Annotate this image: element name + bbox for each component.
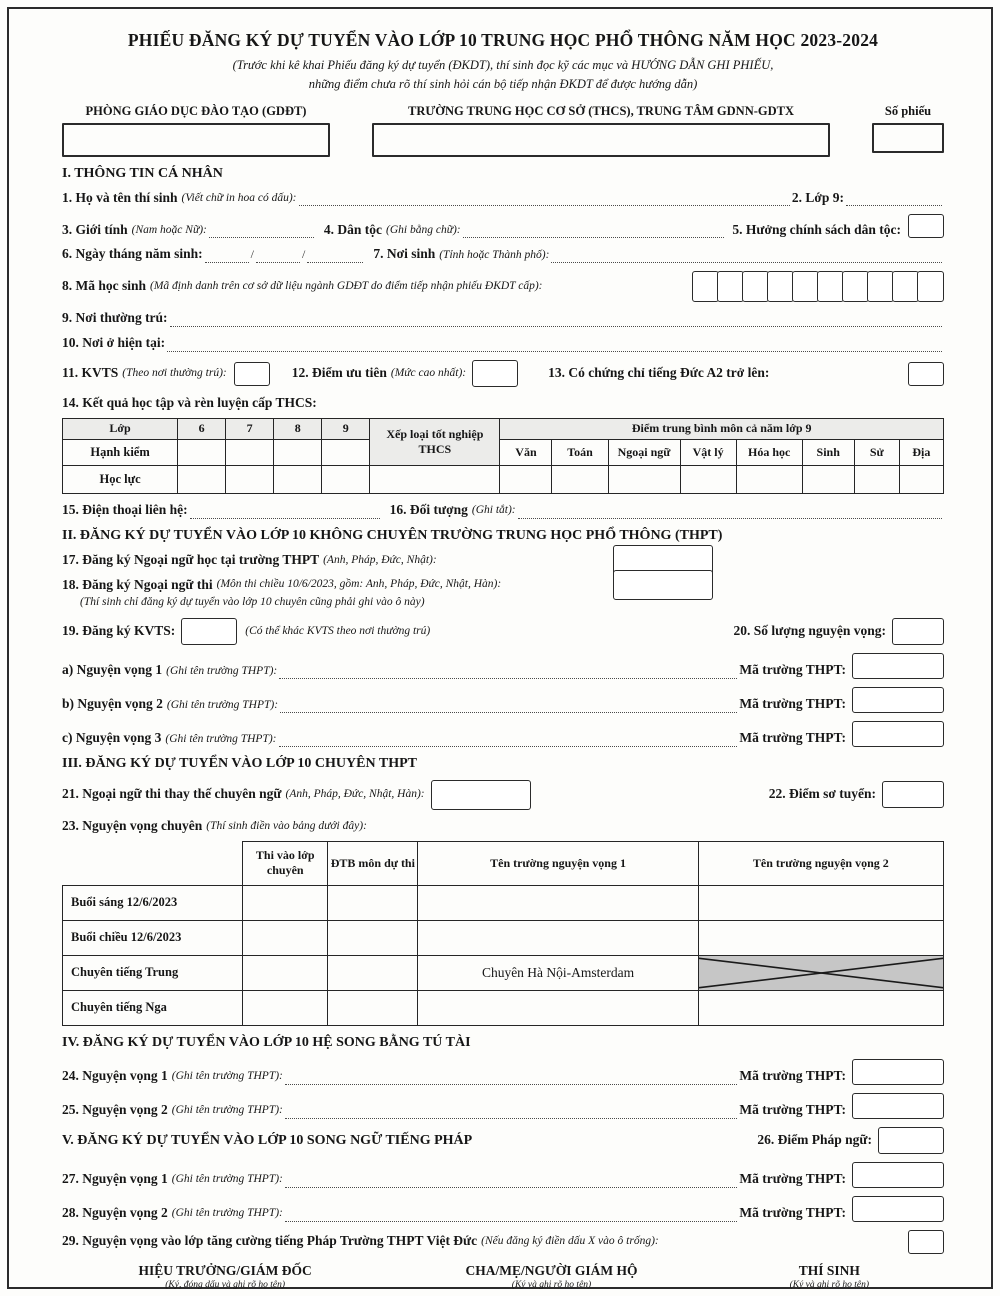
t14-header-grade7: 7 (226, 418, 274, 439)
t14-subject-dia: Địa (899, 439, 943, 465)
nguyen-vong-chuyen-hint: (Thí sinh điền vào bảng dưới đây): (206, 820, 367, 833)
sb-nguyen-vong-1-hint: (Ghi tên trường THPT): (171, 1070, 283, 1083)
ngoai-ngu-hoc-label: 17. Đăng ký Ngoại ngữ học tại trường THPT (62, 551, 320, 567)
t14-cell-empty[interactable] (226, 465, 274, 493)
signature-thi-sinh-note: (Ký và ghi rõ họ tên) (789, 1279, 870, 1290)
t14-cell-empty[interactable] (274, 465, 322, 493)
field-ket-qua-line (62, 395, 944, 412)
t23-rowlabel-buoi-sang: Buổi sáng 12/6/2023 (63, 885, 243, 920)
gioi-tinh-label: 3. Giới tính (62, 221, 128, 237)
kvts-label: 11. KVTS (62, 365, 119, 381)
form-subtitle-line1: (Trước khi kê khai Phiếu đăng ký dự tuyển (ĐKDT), thí sinh đọc kỹ các mục và HƯỚNG DẪN GHI PHIẾU, (232, 58, 774, 72)
nguyen-vong-2-label: b) Nguyện vọng 2 (62, 696, 163, 711)
diem-phap-ngu-box[interactable] (878, 1127, 944, 1154)
chinh-sach-checkbox[interactable] (908, 214, 944, 238)
field-ho-ten-line (62, 190, 944, 207)
ma-hoc-sinh-cell[interactable] (817, 271, 844, 302)
t14-row-hanh-kiem: Hạnh kiểm (63, 439, 178, 465)
doi-tuong-hint: (Ghi tắt): (471, 504, 516, 517)
form-subtitle-line2: những điểm chưa rõ thí sinh hỏi cán bộ tiếp nhận ĐKDT để được hướng dẫn) (308, 76, 698, 91)
sb-nguyen-vong-2-input-line[interactable] (285, 1104, 738, 1119)
crossed-out-x-icon (699, 956, 943, 990)
phap-nguyen-vong-2-input-line[interactable] (285, 1207, 738, 1222)
t23-cell-nv2[interactable] (698, 920, 943, 955)
kvts-checkbox[interactable] (234, 362, 270, 386)
field-17-line (62, 552, 944, 569)
t23-header-nv2: Tên trường nguyện vọng 2 (698, 841, 943, 885)
phap-nguyen-vong-1-hint: (Ghi tên trường THPT): (171, 1173, 283, 1186)
t14-header-grade8: 8 (274, 418, 322, 439)
t23-corner-blank (63, 841, 243, 885)
ma-hoc-sinh-label: 8. Mã học sinh (62, 278, 147, 294)
t14-cell-empty[interactable] (899, 465, 943, 493)
nam-input-line[interactable] (307, 248, 363, 263)
form-subtitle (62, 56, 944, 94)
field-21-22-line (62, 780, 944, 810)
phap-ma-truong-2-box[interactable] (852, 1196, 944, 1222)
sb-nguyen-vong-2-hint: (Ghi tên trường THPT): (171, 1104, 283, 1117)
chuyen-ngu-label: 21. Ngoại ngữ thi thay thế chuyên ngữ (62, 786, 282, 802)
gddt-input-box[interactable] (62, 123, 330, 157)
diem-uu-tien-hint: (Mức cao nhất): (390, 366, 467, 379)
noi-sinh-hint: (Tỉnh hoặc Thành phố): (439, 248, 550, 261)
dien-thoai-input-line[interactable] (190, 504, 380, 519)
signature-hieu-truong-note: (Ký, đóng dấu và ghi rõ họ tên) (165, 1279, 286, 1290)
nguyen-vong-3-line (62, 721, 944, 747)
ma-truong-label: Mã trường THPT: (739, 1101, 846, 1117)
ngay-input-line[interactable] (205, 248, 249, 263)
ma-truong-1-box[interactable] (852, 653, 944, 679)
ngoai-ngu-hoc-hint: (Anh, Pháp, Đức, Nhật): (323, 553, 437, 566)
signature-cha-me (388, 1263, 714, 1290)
ma-truong-3-box[interactable] (852, 721, 944, 747)
ma-hoc-sinh-cell[interactable] (842, 271, 869, 302)
t14-cell-empty[interactable] (736, 465, 802, 493)
sb-nguyen-vong-2-label: 25. Nguyện vọng 2 (62, 1101, 168, 1117)
chuyen-ngu-hint: (Anh, Pháp, Đức, Nhật, Hàn): (285, 788, 425, 801)
signature-row (62, 1263, 944, 1290)
nguyen-vong-1-label: a) Nguyện vọng 1 (62, 662, 163, 677)
field-hien-tai-line (62, 335, 944, 352)
noi-sinh-label: 7. Nơi sinh (373, 246, 436, 262)
field-29-line (62, 1230, 944, 1254)
t23-row-tieng-nga (63, 990, 944, 1025)
chung-chi-duc-label: 13. Có chứng chỉ tiếng Đức A2 trở lên: (548, 365, 770, 381)
signature-hieu-truong-title: HIỆU TRƯỞNG/GIÁM ĐỐC (138, 1262, 312, 1278)
t14-cell-empty[interactable] (370, 465, 500, 493)
t23-cell-nv1[interactable] (418, 920, 698, 955)
t14-subject-ngoai-ngu: Ngoại ngữ (608, 439, 680, 465)
t14-cell-empty[interactable] (178, 465, 226, 493)
t14-cell-empty[interactable] (322, 465, 370, 493)
section5-heading-line (62, 1127, 944, 1154)
signature-cha-me-note: (Ký và ghi rõ họ tên) (511, 1279, 592, 1290)
sb-ma-truong-1-box[interactable] (852, 1059, 944, 1085)
thuong-tru-label: 9. Nơi thường trú: (62, 310, 168, 326)
t14-cell-empty[interactable] (322, 439, 370, 465)
ma-truong-label: Mã trường THPT: (739, 696, 846, 711)
ma-hoc-sinh-cell[interactable] (917, 271, 944, 302)
nguyen-vong-1-line (62, 653, 944, 679)
t23-cell-nv1-school-name[interactable]: Chuyên Hà Nội-Amsterdam (418, 955, 698, 990)
section5-heading: V. ĐĂNG KÝ DỰ TUYỂN VÀO LỚP 10 SONG NGỮ TIẾNG PHÁP (62, 1132, 473, 1148)
gioi-tinh-hint: (Nam hoặc Nữ): (131, 224, 207, 236)
t23-header-dtb: ĐTB môn dự thi (328, 841, 418, 885)
t14-cell-empty[interactable] (854, 465, 899, 493)
chung-chi-duc-checkbox[interactable] (908, 362, 944, 386)
dien-thoai-label: 15. Điện thoại liên hệ: (62, 501, 188, 517)
ho-ten-input-line[interactable] (299, 191, 790, 206)
signature-cha-me-title: CHA/MẸ/NGƯỜI GIÁM HỘ (465, 1262, 638, 1278)
gddt-label: PHÒNG GIÁO DỤC ĐÀO TẠO (GDĐT) (85, 103, 307, 118)
section2-heading: II. ĐĂNG KÝ DỰ TUYỂN VÀO LỚP 10 KHÔNG CHUYÊN TRƯỜNG TRUNG HỌC PHỔ THÔNG (THPT) (62, 527, 723, 543)
t23-rowlabel-tieng-nga: Chuyên tiếng Nga (63, 990, 243, 1025)
ma-hoc-sinh-cell[interactable] (892, 271, 919, 302)
field-23-line (62, 818, 944, 835)
tang-cuong-phap-label: 29. Nguyện vọng vào lớp tăng cường tiếng Pháp Trường THPT Việt Đức (62, 1233, 478, 1249)
t23-header-thi-vao: Thi vào lớp chuyên (243, 841, 328, 885)
t14-subject-toan: Toán (552, 439, 608, 465)
diem-uu-tien-label: 12. Điểm ưu tiên (291, 365, 387, 381)
tang-cuong-phap-checkbox[interactable] (908, 1230, 944, 1254)
t23-cell-empty[interactable] (328, 885, 418, 920)
t14-subject-vat-ly: Vật lý (680, 439, 736, 465)
nguyen-vong-3-label: c) Nguyện vọng 3 (62, 730, 162, 745)
date-separator: / (250, 247, 254, 262)
nguyen-vong-3-hint: (Ghi tên trường THPT): (165, 732, 277, 745)
so-phieu-label: Số phiếu (884, 103, 932, 118)
t23-header-nv1: Tên trường nguyện vọng 1 (418, 841, 698, 885)
chinh-sach-label: 5. Hưởng chính sách dân tộc: (732, 221, 901, 237)
thang-input-line[interactable] (256, 248, 300, 263)
t23-cell-empty[interactable] (328, 990, 418, 1025)
sb-nguyen-vong-1-label: 24. Nguyện vọng 1 (62, 1067, 168, 1083)
phap-nguyen-vong-2-label: 28. Nguyện vọng 2 (62, 1204, 168, 1220)
ma-hoc-sinh-cells[interactable] (694, 271, 944, 302)
t23-cell-empty[interactable] (328, 920, 418, 955)
ket-qua-label: 14. Kết quả học tập và rèn luyện cấp THCS: (62, 395, 317, 410)
ngay-sinh-label: 6. Ngày tháng năm sinh: (62, 246, 203, 262)
field-dien-thoai-line (62, 502, 944, 519)
t14-cell-empty[interactable] (802, 465, 854, 493)
ho-ten-hint: (Viết chữ in hoa có dấu): (181, 192, 297, 204)
field-18-note-line (62, 595, 944, 610)
field-24-line (62, 1059, 944, 1085)
noi-sinh-input-line[interactable] (551, 248, 942, 263)
t14-header-diem-tb: Điểm trung bình môn cả năm lớp 9 (500, 418, 944, 439)
ngoai-ngu-thi-label: 18. Đăng ký Ngoại ngữ thi (62, 576, 213, 592)
t23-cell-empty[interactable] (243, 955, 328, 990)
ma-hoc-sinh-cell[interactable] (867, 271, 894, 302)
field-18-line (62, 577, 944, 594)
thcs-input-box[interactable] (372, 123, 830, 157)
t23-rowlabel-tieng-trung: Chuyên tiếng Trung (63, 955, 243, 990)
t23-row-tieng-trung (63, 955, 944, 990)
t14-row-hoc-luc: Học lực (63, 465, 178, 493)
doi-tuong-label: 16. Đối tượng (389, 501, 468, 517)
t14-subject-sinh: Sinh (802, 439, 854, 465)
lop9-label: 2. Lớp 9: (791, 189, 844, 205)
ngoai-ngu-thi-hint: (Môn thi chiều 10/6/2023, gồm: Anh, Pháp, Đức, Nhật, Hàn): (216, 578, 502, 591)
ma-hoc-sinh-cell[interactable] (792, 271, 819, 302)
lop9-input-line[interactable] (846, 191, 942, 206)
ma-hoc-sinh-cell[interactable] (767, 271, 794, 302)
t14-cell-empty[interactable] (608, 465, 680, 493)
t14-cell-empty[interactable] (274, 439, 322, 465)
t23-cell-nv2-crossed-out (698, 955, 943, 990)
ma-truong-2-box[interactable] (852, 687, 944, 713)
ma-truong-label: Mã trường THPT: (739, 1067, 846, 1083)
t14-header-lop: Lớp (63, 418, 178, 439)
field-ma-hoc-sinh-line (62, 271, 944, 302)
field-ngay-sinh-line (62, 246, 944, 263)
signature-thi-sinh-title: THÍ SINH (798, 1262, 860, 1278)
date-separator: / (302, 247, 306, 262)
field-25-line (62, 1093, 944, 1119)
field-thuong-tru-line (62, 310, 944, 327)
phap-nguyen-vong-1-label: 27. Nguyện vọng 1 (62, 1170, 168, 1186)
nguyen-vong-chuyen-table (62, 841, 944, 1026)
field-gioi-tinh-line (62, 214, 944, 238)
nguyen-vong-2-hint: (Ghi tên trường THPT): (166, 698, 279, 711)
section1-heading: I. THÔNG TIN CÁ NHÂN (62, 165, 223, 181)
section4-heading: IV. ĐĂNG KÝ DỰ TUYỂN VÀO LỚP 10 HỆ SONG BẰNG TÚ TÀI (62, 1034, 471, 1050)
nguyen-vong-1-hint: (Ghi tên trường THPT): (166, 664, 278, 677)
ma-hoc-sinh-hint: (Mã định danh trên cơ sở dữ liệu ngành GDĐT do điểm tiếp nhận phiếu ĐKDT cấp): (150, 280, 543, 293)
hien-tai-label: 10. Nơi ở hiện tại: (62, 335, 166, 351)
t23-cell-nv1[interactable] (418, 990, 698, 1025)
t14-subject-su: Sử (854, 439, 899, 465)
ma-hoc-sinh-cell[interactable] (717, 271, 744, 302)
dang-ky-kvts-hint: (Có thể khác KVTS theo nơi thường trú) (245, 624, 431, 637)
ma-truong-label: Mã trường THPT: (739, 730, 846, 745)
t14-cell-empty[interactable] (552, 465, 608, 493)
field-28-line (62, 1196, 944, 1222)
t23-row-buoi-sang (63, 885, 944, 920)
so-luong-nv-label: 20. Số lượng nguyện vọng: (733, 622, 886, 638)
t14-subject-hoa-hoc: Hóa học (736, 439, 802, 465)
hoc-tap-table (62, 418, 944, 494)
form-title: PHIẾU ĐĂNG KÝ DỰ TUYỂN VÀO LỚP 10 TRUNG HỌC PHỔ THÔNG NĂM HỌC 2023-2024 (127, 30, 879, 50)
field-27-line (62, 1162, 944, 1188)
t14-subject-van: Văn (500, 439, 552, 465)
phap-nguyen-vong-2-hint: (Ghi tên trường THPT): (171, 1207, 283, 1220)
t23-cell-empty[interactable] (243, 885, 328, 920)
hien-tai-input-line[interactable] (167, 337, 942, 352)
phap-ma-truong-1-box[interactable] (852, 1162, 944, 1188)
t14-cell-empty[interactable] (178, 439, 226, 465)
dan-toc-label: 4. Dân tộc (323, 221, 383, 237)
t14-cell-empty[interactable] (680, 465, 736, 493)
sb-ma-truong-2-box[interactable] (852, 1093, 944, 1119)
dan-toc-hint: (Ghi bằng chữ): (386, 224, 461, 236)
gioi-tinh-input-line[interactable] (209, 223, 314, 238)
t23-cell-nv2[interactable] (698, 990, 943, 1025)
thcs-label: TRƯỜNG TRUNG HỌC CƠ SỞ (THCS), TRUNG TÂM GDNN-GDTX (407, 103, 795, 118)
t23-row-buoi-chieu (63, 920, 944, 955)
t23-cell-nv1[interactable] (418, 885, 698, 920)
dan-toc-input-line[interactable] (463, 223, 725, 238)
t23-cell-empty[interactable] (328, 955, 418, 990)
signature-hieu-truong (62, 1263, 388, 1290)
ngoai-ngu-thi-note: (Thí sinh chỉ đăng ký dự tuyển vào lớp 10 chuyên cũng phải ghi vào ô này) (80, 595, 425, 608)
tang-cuong-phap-hint: (Nếu đăng ký điền dấu X vào ô trống): (481, 1235, 659, 1248)
nguyen-vong-3-input-line[interactable] (279, 732, 738, 747)
doi-tuong-input-line[interactable] (518, 504, 942, 519)
ma-truong-label: Mã trường THPT: (739, 1170, 846, 1186)
chuyen-ngu-box[interactable] (431, 780, 531, 810)
t14-header-grade9: 9 (322, 418, 370, 439)
nguyen-vong-2-input-line[interactable] (280, 698, 737, 713)
t14-cell-empty[interactable] (226, 439, 274, 465)
ma-truong-label: Mã trường THPT: (739, 662, 846, 677)
diem-so-tuyen-box[interactable] (882, 781, 944, 808)
ma-truong-label: Mã trường THPT: (739, 1204, 846, 1220)
t14-header-xep-loai: Xếp loại tốt nghiệp THCS (370, 418, 500, 465)
nguyen-vong-chuyen-label: 23. Nguyện vọng chuyên (62, 817, 203, 833)
dang-ky-kvts-box[interactable] (181, 618, 237, 645)
t23-cell-nv2[interactable] (698, 885, 943, 920)
ma-hoc-sinh-cell[interactable] (692, 271, 719, 302)
so-luong-nv-box[interactable] (892, 618, 944, 645)
nguyen-vong-1-input-line[interactable] (279, 664, 737, 679)
header-boxes (62, 104, 944, 157)
so-phieu-input-box[interactable] (872, 123, 944, 153)
dang-ky-kvts-label: 19. Đăng ký KVTS: (62, 622, 176, 638)
t14-cell-empty[interactable] (500, 465, 552, 493)
field-kvts-line (62, 360, 944, 387)
kvts-hint: (Theo nơi thường trú): (122, 366, 227, 379)
diem-so-tuyen-label: 22. Điểm sơ tuyển: (768, 786, 876, 802)
phap-nguyen-vong-1-input-line[interactable] (285, 1173, 738, 1188)
t14-header-grade6: 6 (178, 418, 226, 439)
section3-heading: III. ĐĂNG KÝ DỰ TUYỂN VÀO LỚP 10 CHUYÊN THPT (62, 755, 417, 771)
t23-cell-empty[interactable] (243, 990, 328, 1025)
diem-uu-tien-box[interactable] (472, 360, 518, 387)
field-19-20-line (62, 618, 944, 645)
t23-cell-empty[interactable] (243, 920, 328, 955)
t23-rowlabel-buoi-chieu: Buổi chiều 12/6/2023 (63, 920, 243, 955)
nguyen-vong-2-line (62, 687, 944, 713)
signature-thi-sinh (715, 1263, 944, 1290)
ma-hoc-sinh-cell[interactable] (742, 271, 769, 302)
diem-phap-ngu-label: 26. Điểm Pháp ngữ: (757, 1131, 872, 1147)
sb-nguyen-vong-1-input-line[interactable] (285, 1070, 738, 1085)
ho-ten-label: 1. Họ và tên thí sinh (62, 189, 178, 205)
thuong-tru-input-line[interactable] (170, 312, 942, 327)
